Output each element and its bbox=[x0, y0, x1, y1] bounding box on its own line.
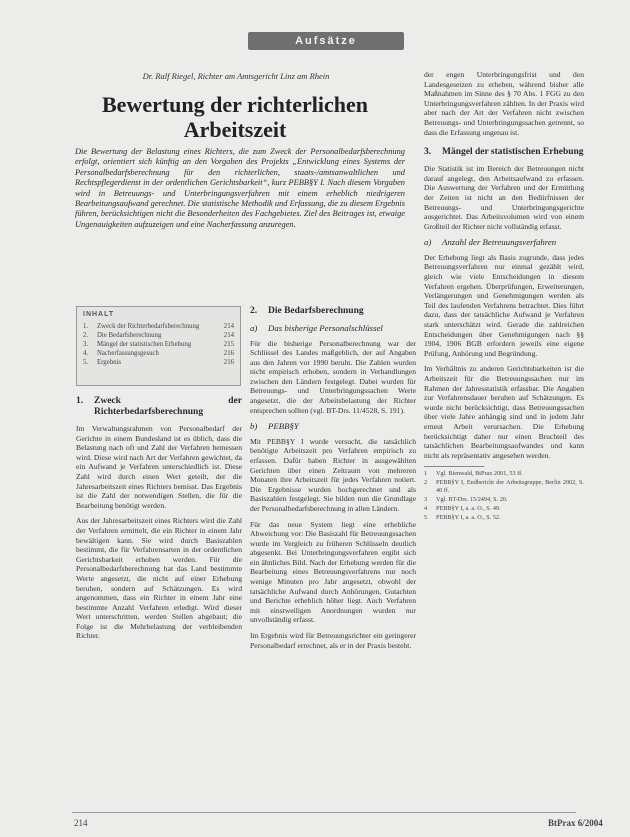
toc-item[interactable] bbox=[83, 349, 234, 358]
toc-item-number: 3. bbox=[83, 341, 89, 348]
footnote-number: 4 bbox=[424, 505, 428, 513]
footnote-rule bbox=[424, 466, 484, 467]
section-title: Die Bedarfsberechnung bbox=[268, 306, 364, 316]
subsection-title: Anzahl der Betreuungsverfahren bbox=[442, 237, 557, 248]
paragraph: Für das neue System liegt eine erhebliche Abweichung vor: Die Basiszahl für Betreuungssachen wurde im Vergleich zu früheren Schlüsseln deutlich abgesenkt. Bei Unterbringungsverfahren ergibt sich ein ähnliches Bild. Nach der Erhebung werden für die Bearbeitung eines Betreuungsverfahrens nur noch wenige Minuten pro Jahr angesetzt, obwohl der tatsächliche Aufwand durch Anhörungen, Gutachten und Berichte erheblich höher liegt. Auch Verfahren mit einstweiligen Anordnungen wurden nur unvollständig erfasst. bbox=[250, 519, 416, 625]
footnote-text: Vgl. BT-Drs. 15/2494, S. 20. bbox=[436, 496, 508, 504]
column-right bbox=[424, 70, 584, 523]
section-title: Mängel der statistischen Erhebung bbox=[442, 147, 584, 158]
subsection-heading bbox=[250, 323, 416, 334]
section-heading bbox=[424, 147, 584, 158]
section-number: 1. bbox=[76, 396, 84, 406]
footnote bbox=[424, 479, 584, 495]
toc-item-page: 214 bbox=[223, 332, 234, 339]
footnote-text: PEBB§Y I, Endbericht der Arbeitsgruppe, Berlin 2002, S. 40 ff. bbox=[436, 479, 584, 495]
page-number: 214 bbox=[74, 818, 88, 828]
toc-item-title: Mängel der statistischen Erhebung bbox=[97, 341, 192, 348]
subsection-title: PEBB§Y bbox=[268, 421, 299, 432]
subsection-label: a) bbox=[250, 323, 258, 333]
toc-item[interactable] bbox=[83, 340, 234, 349]
journal-issue: BtPrax 6/2004 bbox=[548, 818, 603, 828]
paragraph: Im Verwaltungsrahmen von Personalbedarf der Gerichte in einem Bundesland ist es üblich, dass die Belastung nach oft und Zahl der Verfahren bemessen wird. Diese wird nach Art der Verfahren gewichtet, da ein Aufwand je Verfahren unterschiedlich ist. Diese Zahl wird durch einen Wert geteilt, der die Jahresarbeitszeit eines Richters bemisst. Das Ergebnis ist die Zahl der notwendigen Stellen, die für die Bearbeitung benötigt werden. bbox=[76, 424, 242, 510]
column-middle bbox=[250, 306, 416, 656]
toc-item[interactable] bbox=[83, 358, 234, 367]
paragraph: der engen Unterbringungsfrist und den Landesgesetzen zu erheben, während bisher alle Maßnahmen im Sinne des § 70 Abs. 1 FGG zu den Unterbringungsverfahren zählten. In der Praxis wird aber nach der Art der Verfahren nicht zwischen Betreuungs- und Unterbringungssachen getrennt, so dass die Erfassung ungenau ist. bbox=[424, 70, 584, 137]
footnote-text: PEBB§Y I, a. a. O., S. 49. bbox=[436, 505, 501, 513]
toc-item-title: Zweck der Richterbedarfsberechnung bbox=[97, 323, 200, 330]
paragraph: Die Statistik ist im Bereich der Betreuungen nicht darauf angelegt, den Arbeitsaufwand zu erfassen. Die Auswertung der Verfahren und der Ermittlung der Zeiten ist nicht an den Bedürfnissen der Betreuungs- und Unterbringungsgerichte ausgerichtet. Das Arbeitsvolumen wird von einem Großteil der Richter nicht vollständig erfasst. bbox=[424, 164, 584, 231]
toc-item-page: 216 bbox=[223, 350, 234, 357]
toc-heading: INHALT bbox=[83, 311, 115, 318]
section-heading bbox=[250, 306, 416, 317]
section-number: 3. bbox=[424, 147, 432, 158]
footnote-number: 2 bbox=[424, 479, 428, 487]
author-line: Dr. Ralf Riegel, Richter am Amtsgericht Linz am Rhein bbox=[142, 71, 330, 81]
footnote bbox=[424, 505, 584, 513]
subsection-label: b) bbox=[250, 421, 258, 432]
toc-item-page: 215 bbox=[223, 341, 234, 348]
footnote bbox=[424, 514, 584, 522]
footnote bbox=[424, 470, 584, 478]
toc-item-page: 216 bbox=[223, 359, 234, 366]
subsection-heading bbox=[424, 237, 584, 248]
footnote-number: 3 bbox=[424, 496, 428, 504]
paragraph: Für die bisherige Personalberechnung war der Schlüssel des Landes maßgeblich, der auf Angaben aus den Jahren vor 1990 beruht. Die Zahlen wurden nicht empirisch erhoben, sondern in Verhandlungen zwischen den Ländern festgelegt. Dabei wurden für Betreuungs- und Unterbringungssachen Werte angesetzt, die der Arbeitsbelastung der Richter entsprechen sollten (vgl. BT-Drs. 11/4528, S. 191). bbox=[250, 338, 416, 415]
paragraph: Der Erhebung liegt als Basis zugrunde, dass jedes Betreuungsverfahren nur einmal gezählt wird, gleich wie viele Entscheidungen in diesem Verfahren ergehen. Überprüfungen, Erweiterungen, Verlängerungen und Genehmigungen werden als Teil des laufenden Verfahrens betrachtet. Dies führt dazu, dass der tatsächliche Aufwand je Verfahren stark unterschätzt wird. Gerade die zahlreichen Entscheidungen über Genehmigungen nach §§ 1904, 1906 BGB erfordern jeweils eine eigene Prüfung, Anhörung und Begründung. bbox=[424, 252, 584, 358]
toc-item-number: 2. bbox=[83, 332, 89, 339]
footnote bbox=[424, 496, 584, 504]
paragraph: Im Ergebnis wird für Betreuungsrichter ein geringerer Personalbedarf errechnet, als er in der Praxis besteht. bbox=[250, 631, 416, 650]
toc-item-number: 5. bbox=[83, 359, 89, 366]
paragraph: Im Verhältnis zu anderen Gerichtsbarkeiten ist die Arbeitszeit für die Betreuungssachen nur im Rahmen der Jahresstatistik erfassbar. Die Angaben zur Verfahrensdauer beruhen auf Schätzungen. Es wurde nicht berücksichtigt, dass Betreuungssachen über viele Jahre anhängig sind und in jedem Jahr erneut Arbeit verursachen. Die Erhebung berücksichtigt daher nur einen Bruchteil des tatsächlichen Bearbeitungsaufwandes und kann nicht als repräsentativ angesehen werden. bbox=[424, 364, 584, 460]
table-of-contents bbox=[76, 306, 241, 386]
footnote-number: 5 bbox=[424, 514, 428, 522]
section-header-bar bbox=[248, 32, 404, 50]
paragraph: Aus der Jahresarbeitszeit eines Richters wird die Zahl der Verfahren ermittelt, die ein Richter in einem Jahr bewältigen kann. Sie wird durch Basiszahlen bestimmt, die für Verfahrensarten in der ordentlichen Gerichtsbarkeit erhoben werden. Für die Personalbedarfsberechnung hat das Land bestimmte Werte angesetzt, die nicht auf einer Erhebung beruhen, sondern auf Schätzungen. Es wird angenommen, dass ein Richter in einem Jahr eine bestimmte Anzahl Verfahren erledigt. Wird dieser Wert unterschritten, werden Stellen abgebaut; die Folge ist die Mehrbelastung der verbleibenden Richter. bbox=[76, 516, 242, 641]
toc-item-page: 214 bbox=[223, 323, 234, 330]
subsection-heading bbox=[250, 421, 416, 432]
toc-item-number: 4. bbox=[83, 350, 89, 357]
section-label: Aufsätze bbox=[295, 35, 357, 47]
toc-item[interactable] bbox=[83, 322, 234, 331]
toc-item[interactable] bbox=[83, 331, 234, 340]
section-number: 2. bbox=[250, 306, 258, 316]
footnote-text: Vgl. Bienwald, BtPrax 2001, 53 ff. bbox=[436, 470, 523, 478]
section-heading bbox=[76, 396, 242, 418]
paragraph: Mit PEBB§Y I wurde versucht, die tatsächlich benötigte Arbeitszeit pro Verfahren empirisch zu erfassen. Dafür haben Richter in ausgewählten Gerichten über einen Zeitraum von mehreren Monaten ihre Arbeitszeit für jedes Verfahren notiert. Die Ergebnisse wurden hochgerechnet und als Basiszahlen festgelegt. Sie bilden nun die Grundlage der Personalbedarfsberechnung in allen Ländern. bbox=[250, 436, 416, 513]
article-title: Bewertung der richterlichen Arbeitszeit bbox=[102, 92, 368, 142]
footnote-text: PEBB§Y I, a. a. O., S. 52. bbox=[436, 514, 501, 522]
subsection-title: Das bisherige Personalschlüssel bbox=[268, 323, 383, 333]
section-title: Zweck der Richterbedarfsberechnung bbox=[94, 396, 242, 417]
column-left bbox=[76, 396, 242, 647]
footnote-number: 1 bbox=[424, 470, 428, 478]
toc-item-title: Die Bedarfsberechnung bbox=[97, 332, 162, 339]
toc-item-number: 1. bbox=[83, 323, 89, 330]
toc-item-title: Ergebnis bbox=[97, 359, 122, 366]
abstract: Die Bewertung der Belastung eines Richters, die zum Zweck der Personalbedarfsberechnung erfolgt, orientiert sich künftig an den Vorgaben des Projekts „Entwicklung eines Systems der Personalbedarfsberechnung für den richterlichen, staats-/amtsanwaltlichen und Rechtspflegerdienst in der ordentlichen Gerichtsbarkeit“, kurz PEBB§Y I. Nach diesem Vorgaben wird in Betreuungs- und Unterbringungsverfahren mit einem erheblich niedrigeren Bearbeitungsaufwand gerechnet. Die statistische Methodik und Erfassung, die zu diesem Ergebnis führen, berücksichtigen nicht die Besonderheiten des Fachgebietes. Ziel des Beitrages ist, etwaige Ungenauigkeiten aufzuzeigen und eine Nacherfassung anzuregen. bbox=[75, 147, 405, 229]
subsection-label: a) bbox=[424, 237, 432, 248]
footer-rule bbox=[72, 812, 576, 813]
toc-item-title: Nacherfassungsgesuch bbox=[97, 350, 159, 357]
